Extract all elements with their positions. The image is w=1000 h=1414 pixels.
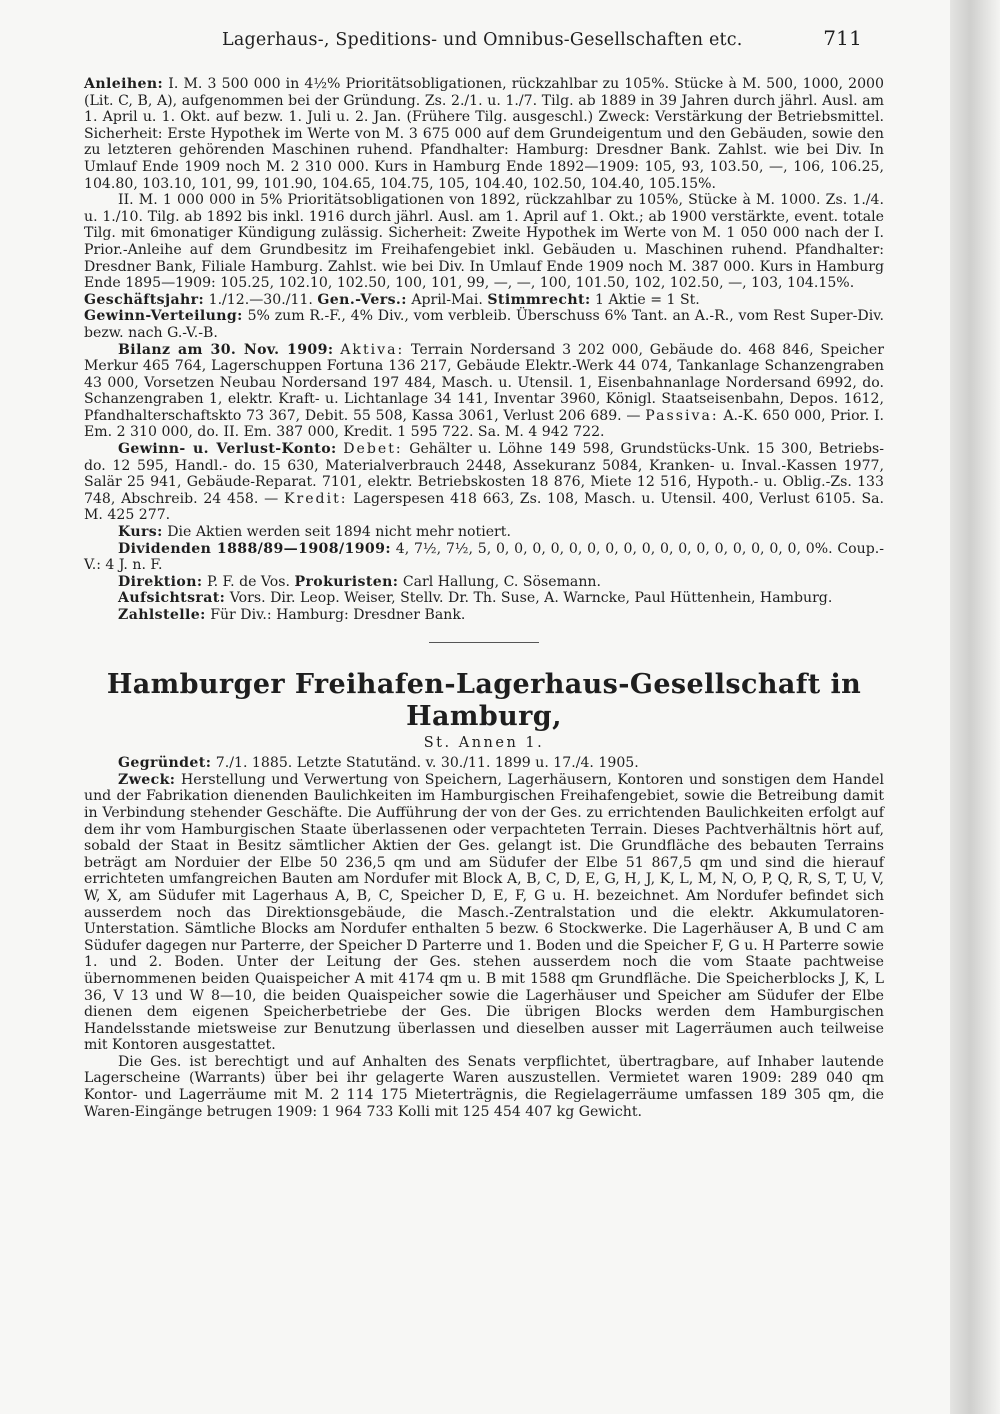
kurs-paragraph [84, 524, 884, 541]
gegruendet-text: 7./1. 1885. Letzte Statutänd. v. 30./11. 1899 u. 17./4. 1905. [215, 755, 639, 772]
stimmrecht-text: 1 Aktie = 1 St. [595, 291, 700, 308]
guv-debet-text: Gehälter u. Löhne 149 598, Grundstücks-Unk. 15 300, Betriebs- do. 12 595, Handl.- do. 15 630, Materialverbrauch 2448, Assekuranz 5084, Kranken- u. Inval.-Kassen 1977, Salär 25 941, Gebäude-Reparat. 7101, elektr. Betriebskosten 18 876, Miete 12 516, Hypoth.- u. Oblig.-Zs. 133 748, Abschreib. 24 458. — [84, 441, 885, 507]
zahlstelle-paragraph [84, 607, 884, 624]
aufsichtsrat-label: Aufsichtsrat: [118, 590, 226, 607]
guv-kredit-text: Lagerspesen 418 663, Zs. 108, Masch. u. Utensil. 400, Verlust 6105. Sa. M. 425 277. [84, 490, 884, 524]
aufsichtsrat-paragraph [84, 590, 884, 607]
bilanz-passiva-text: A.-K. 650 000, Prior. I. Em. 2 310 000, do. II. Em. 387 000, Kredit. 1 595 722. Sa. M. 4 942 722. [84, 407, 885, 441]
dividenden-text: 4, 7½, 7½, 5, 0, 0, 0, 0, 0, 0, 0, 0, 0, 0, 0, 0, 0, 0, 0, 0, 0, 0%. Coup.-V.: 4 J. n. F. [84, 540, 884, 574]
page-header [222, 26, 862, 56]
geschaeftsjahr-paragraph [84, 292, 884, 309]
page-edge-shadow [950, 0, 1000, 1414]
zweck-text: Herstellung und Verwertung von Speichern, Lagerhäusern, Kontoren und sonstigen dem Handel und der Fabrikation dienenden Baulichkeiten im Hamburgischen Freihafengebiet, sowie die Betreibung damit in Verbindung stehender Geschäfte. Die Aufführung der von der Ges. zu errichtenden Baulichkeiten erfolgt auf dem ihr vom Hamburgischen Staate überlassenen oder verpachteten Terrain. Dieses Pachtverhältnis hört auf, sobald der Staat in Besitz sämtlicher Aktien der Ges. gelangt ist. Die Grundfläche des bebauten Terrains beträgt am Norduier der Elbe 50 236,5 qm und am Südufer der Elbe 51 867,5 qm und sind die hierauf errichteten umfangreichen Bauten am Nordufer mit Block A, B, C, D, E, G, H, J, K, L, M, N, O, P, Q, R, S, T, U, V, W, X, am Südufer mit Lagerhaus A, B, C, Speicher D, E, F, G u. H. bezeichnet. Am Nordufer befindet sich ausserdem noch das Direktionsgebäude, die Masch.-Zentralstation und die elektr. Akkumulatoren-Unterstation. Sämtliche Blocks am Nordufer enthalten 5 bezw. 6 Stockwerke. Die Lagerhäuser A, B und C am Südufer dagegen nur Parterre, der Speicher D Parterre und 1. Boden und die Speicher F, G u. H Parterre sowie 1. und 2. Boden. Unter der Leitung der Ges. stehen ausserdem noch die vom Staate pachtweise übernommenen beiden Quaispeicher A mit 4174 qm u. B mit 1588 qm Grundfläche. Die Speicherblocks J, K, L 36, V 13 und W 8—10, die beiden Quaispeicher sowie die Lagerhäuser und Speicher am Südufer der Elbe dienen dem eigenen Speicherbetriebe der Ges. Die übrigen Blocks werden dem Hamburgischen Handelsstande mietsweise zur Benutzung überlassen und dieselben ausser mit Lagerräumen auch teilweise mit Kontoren ausgestattet. [84, 771, 884, 1054]
zweck-label: Zweck: [118, 771, 176, 788]
anleihe-ii-paragraph: II. M. 1 000 000 in 5% Prioritätsobligationen von 1892, rückzahlbar zu 105%, Stücke à M. 1000. Zs. 1./4. u. 1./10. Tilg. ab 1892 bis inkl. 1916 durch jährl. Ausl. am 1. April auf 1. Okt.; ab 1900 verstärkte, event. totale Tilg. mit 6monatiger Kündigung zulässig. Sicherheit: Zweite Hypothek im Werte von M. 1 050 000 nach der I. Prior.-Anleihe auf dem Grundbesitz im Freihafengebiet inkl. Gebäuden u. Maschinen ruhend. Pfandhalter: Dresdner Bank, Filiale Hamburg. Zahlst. wie bei Div. In Umlauf Ende 1909 noch M. 387 000. Kurs in Hamburg Ende 1895—1909: 105.25, 102.10, 102.50, 100, 101, 99, —, —, 100, 101.50, 102, 102.50, —, 103, 104.15%. [84, 192, 884, 292]
gewinnverteilung-label: Gewinn-Verteilung: [84, 308, 243, 325]
aufsichtsrat-text: Vors. Dir. Leop. Weiser, Stellv. Dr. Th. Suse, A. Warncke, Paul Hüttenhein, Hamburg. [229, 590, 833, 607]
anleihen-text: I. M. 3 500 000 in 4½% Prioritätsobligationen, rückzahlbar zu 105%. Stücke à M. 500, 1000, 2000 (Lit. C, B, A), aufgenommen bei der Gründung. Zs. 2./1. u. 1./7. Tilg. ab 1889 in 39 Jahren durch jährl. Ausl. am 1. April u. 1. Okt. auf bezw. 1. Juli u. 2. Jan. (Frühere Tilg. ausgeschl.) Zweck: Verstärkung der Betriebsmittel. Sicherheit: Erste Hypothek im Werte von M. 3 675 000 auf dem Grundeigentum und den Gebäuden, sowie den zu letzteren gehörenden Maschinen ruhend. Pfandhalter: Hamburg: Dresdner Bank. Zahlst. wie bei Div. In Umlauf Ende 1909 noch M. 2 310 000. Kurs in Hamburg Ende 1892—1909: 105, 93, 103.50, —, 106, 106.25, 104.80, 103.10, 101, 99, 101.90, 104.65, 104.75, 105, 104.40, 102.50, 104.40, 105.15%. [84, 76, 884, 192]
zahlstelle-text: Für Div.: Hamburg: Dresdner Bank. [210, 607, 466, 623]
guv-paragraph [84, 441, 884, 524]
bilanz-aktiva-text: Terrain Nordersand 3 202 000, Gebäude do. 468 846, Speicher Merkur 465 764, Lagerschuppen Fortuna 136 217, Gebäude Elektr.-Werk 44 074, Tankanlage Schanzengraben 43 000, Vorsetzen Neubau Nordersand 197 484, Masch. u. Utensil. 1, Eisenbahnanlage Nordersand 6992, do. Schanzengraben 1, elektr. Kraft- u. Lichtanlage 34 141, Inventar 3960, Königl. Staatseisenbahn, Depos. 1612, Pfandhalterschaftskto 73 367, Debit. 55 508, Kassa 3061, Verlust 206 689. — [84, 341, 884, 424]
running-title: Lagerhaus-, Speditions- und Omnibus-Gesellschaften etc. [222, 30, 743, 50]
geschaeftsjahr-label: Geschäftsjahr: [84, 291, 205, 308]
bilanz-aktiva-label: Aktiva: [340, 341, 405, 358]
company-title: Hamburger Freihafen-Lagerhaus-Gesellschaft in Hamburg, [106, 668, 862, 732]
prokuristen-text: Carl Hallung, C. Sösemann. [402, 573, 601, 590]
gewinnverteilung-text: 5% zum R.-F., 4% Div., vom verbleib. Überschuss 6% Tant. an A.-R., vom Rest Super-Div. bezw. nach G.-V.-B. [84, 308, 884, 341]
genvers-text: April-Mai. [411, 291, 483, 308]
guv-label: Gewinn- u. Verlust-Konto: [118, 441, 337, 458]
kurs-text: Die Aktien werden seit 1894 nicht mehr notiert. [167, 524, 511, 541]
section-divider [429, 642, 539, 643]
geschaeftsjahr-text: 1./12.—30./11. [208, 291, 313, 308]
bilanz-label: Bilanz am 30. Nov. 1909: [118, 341, 334, 358]
company-address: St. Annen 1. [423, 734, 545, 751]
zweck-paragraph [84, 772, 884, 1054]
bilanz-passiva-label: Passiva: [645, 407, 719, 424]
page-number: 711 [823, 26, 862, 50]
direktion-text: P. F. de Vos. [206, 573, 290, 590]
guv-debet-label: Debet: [343, 441, 403, 458]
prokuristen-label: Prokuristen: [294, 573, 399, 590]
dividenden-paragraph [84, 541, 884, 574]
direktion-paragraph [84, 574, 884, 591]
genvers-label: Gen.-Vers.: [317, 291, 407, 308]
dividenden-label: Dividenden 1888/89—1908/1909: [118, 540, 391, 557]
anleihen-label: Anleihen: [84, 76, 164, 92]
gewinnverteilung-paragraph [84, 308, 884, 341]
anleihen-paragraph [84, 76, 884, 192]
bilanz-paragraph [84, 342, 884, 442]
gegruendet-paragraph [84, 755, 884, 772]
direktion-label: Direktion: [118, 573, 203, 590]
gegruendet-label: Gegründet: [118, 755, 212, 772]
warrants-paragraph: Die Ges. ist berechtigt und auf Anhalten des Senats verpflichtet, übertragbare, auf Inhaber lautende Lagerscheine (Warrants) über bei ihr gelagerte Waren auszustellen. Vermietet waren 1909: 289 040 qm Kontor- und Lagerräume mit M. 2 114 175 Mieterträgnis, die Regielagerräume umfassen 189 305 qm, die Waren-Eingänge betrugen 1909: 1 964 733 Kolli mit 125 454 407 kg Gewicht. [84, 1053, 884, 1120]
kurs-label: Kurs: [118, 524, 163, 541]
guv-kredit-label: Kredit: [283, 490, 348, 507]
stimmrecht-label: Stimmrecht: [487, 291, 591, 308]
zahlstelle-label: Zahlstelle: [118, 607, 206, 623]
text-column [84, 76, 884, 1120]
